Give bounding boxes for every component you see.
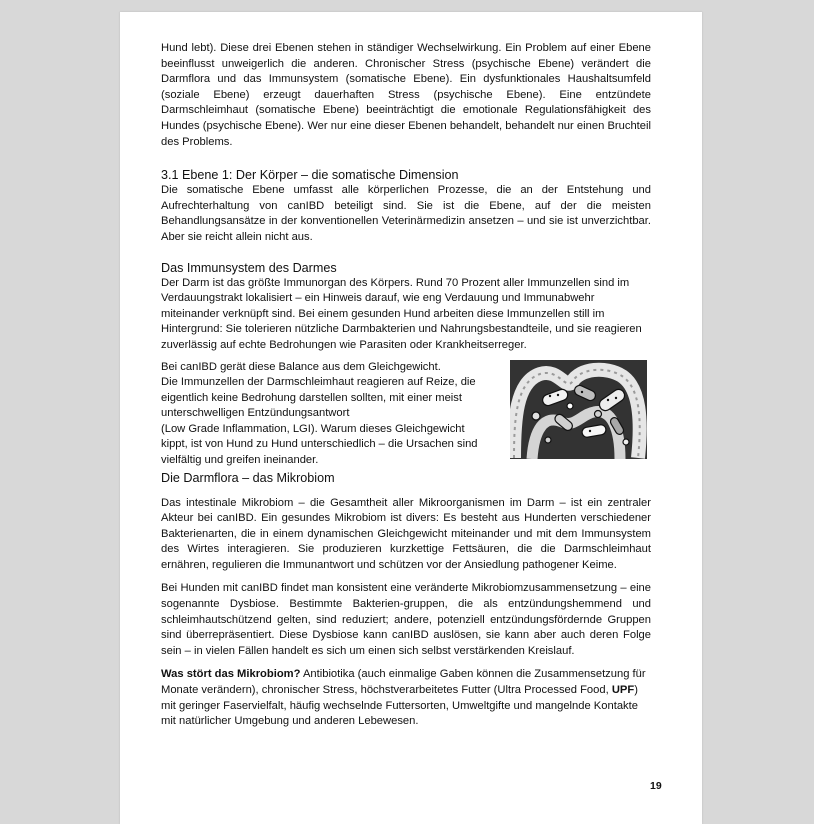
subheading-immune-system: Das Immunsystem des Darmes bbox=[161, 260, 337, 275]
immune-paragraph-2 bbox=[161, 360, 491, 469]
immune-paragraph-2-line-3: (Low Grade Inflammation, LGI). Warum dieses Gleichgewicht kippt, ist von Hund zu Hund unterschiedlich – die Ursachen sind vielfältig und greifen ineinander. bbox=[161, 422, 478, 467]
immune-text-with-figure bbox=[161, 360, 651, 467]
page-content bbox=[161, 41, 651, 730]
subheading-microbiome: Die Darmflora – das Mikrobiom bbox=[161, 470, 335, 485]
disturbance-question: Was stört das Mikrobiom? bbox=[161, 668, 301, 681]
section-3-1-paragraph: Die somatische Ebene umfasst alle körperlichen Prozesse, die an der Entstehung und Aufrechterhaltung von canIBD beteiligt sind. Sie ist die Ebene, auf der die meisten Behandlungsansätze in der konventionellen Veterinärmedizin ansetzen – und sie ist unverzichtbar. Aber sie reicht allein nicht aus. bbox=[161, 184, 651, 243]
section-heading-3-1: 3.1 Ebene 1: Der Körper – die somatische Dimension bbox=[161, 168, 459, 183]
microbiome-disturbance-paragraph bbox=[161, 667, 651, 729]
document-page bbox=[120, 12, 702, 824]
immune-paragraph-2-line-2: Die Immunzellen der Darmschleimhaut reagieren auf Reize, die eigentlich keine Bedrohung darstellen sollten, mit einer meist unterschwelligen Entzündungsantwort bbox=[161, 376, 476, 420]
upf-abbreviation: UPF bbox=[611, 684, 635, 697]
gut-bacteria-illustration bbox=[510, 360, 647, 459]
immune-paragraph-1: Der Darm ist das größte Immunorgan des Körpers. Rund 70 Prozent aller Immunzellen sind im Verdauungstrakt lokalisiert – ein Hinweis darauf, wie eng Verdauung und Immunabwehr miteinander verknüpft sind. Bei einem gesunden Hund arbeiten diese Immunzellen still im Hintergrund: Sie tolerieren nützliche Darmbakterien und Nahrungsbestandteile, und sie reagieren zuverlässig auf echte Bedrohungen wie Parasiten oder Krankheitserreger. bbox=[161, 276, 642, 351]
disturbance-text-part-2: ) mit geringer Faservielfalt, häufig wechselnde Futtersorten, Umweltgifte und mangelnde Kontakte mit natürlicher Umgebung und anderen Lebewesen. bbox=[161, 684, 638, 728]
disturbance-text-part-1: Antibiotika (auch einmalige Gaben können die Zusammensetzung für Monate verändern), chronischer Stress, höchstverarbeitetes Futter (Ultra Processed Food, bbox=[161, 668, 646, 697]
immune-paragraph-2-line-1: Bei canIBD gerät diese Balance aus dem Gleichgewicht. bbox=[161, 360, 441, 373]
microbiome-paragraph-2: Bei Hunden mit canIBD findet man konsistent eine veränderte Mikrobiomzusammensetzung – eine sogenannte Dysbiose. Bestimmte Bakterien-gruppen, die als entzündungshemmend und schleimhautschützend gelten, sind reduziert; andere, potenziell entzündungsfördernde Gruppen sind überrepräsentiert. Diese Dysbiose kann canIBD auslösen, sie kann aber auch deren Folge sein – in vielen Fällen handelt es sich um einen sich selbst verstärkenden Kreislauf. bbox=[161, 582, 651, 657]
gut-bacteria-drawing bbox=[510, 360, 647, 459]
intro-paragraph: Hund lebt). Diese drei Ebenen stehen in ständiger Wechselwirkung. Ein Problem auf einer Ebene beeinflusst unweigerlich die anderen. Chronischer Stress (psychische Ebene) verändert die Darmflora und das Immunsystem (somatische Ebene). Ein dysfunktionales Haushaltsumfeld (soziale Ebene) erzeugt dauerhaften Stress (psychische Ebene). Eine entzündete Darmschleimhaut (somatische Ebene) beeinträchtigt die emotionale Regulationsfähigkeit des Hundes (psychische Ebene). Wer nur eine dieser Ebenen behandelt, behandelt nur einen Bruchteil des Problems. bbox=[161, 42, 651, 148]
page-number: 19 bbox=[650, 780, 662, 792]
microbiome-paragraph-1: Das intestinale Mikrobiom – die Gesamtheit aller Mikroorganismen im Darm – ist ein zentraler Akteur bei canIBD. Ein gesundes Mikrobiom ist divers: Es besteht aus Hunderten verschiedener Bakterienarten, die in einem dynamischen Gleichgewicht miteinander und mit dem Immunsystem des Wirtes interagieren. Sie produzieren kurzkettige Fettsäuren, die die Darmschleimhaut ernähren, regulieren die Immunantwort und schützen vor der Ansiedlung pathogener Keime. bbox=[161, 496, 651, 571]
